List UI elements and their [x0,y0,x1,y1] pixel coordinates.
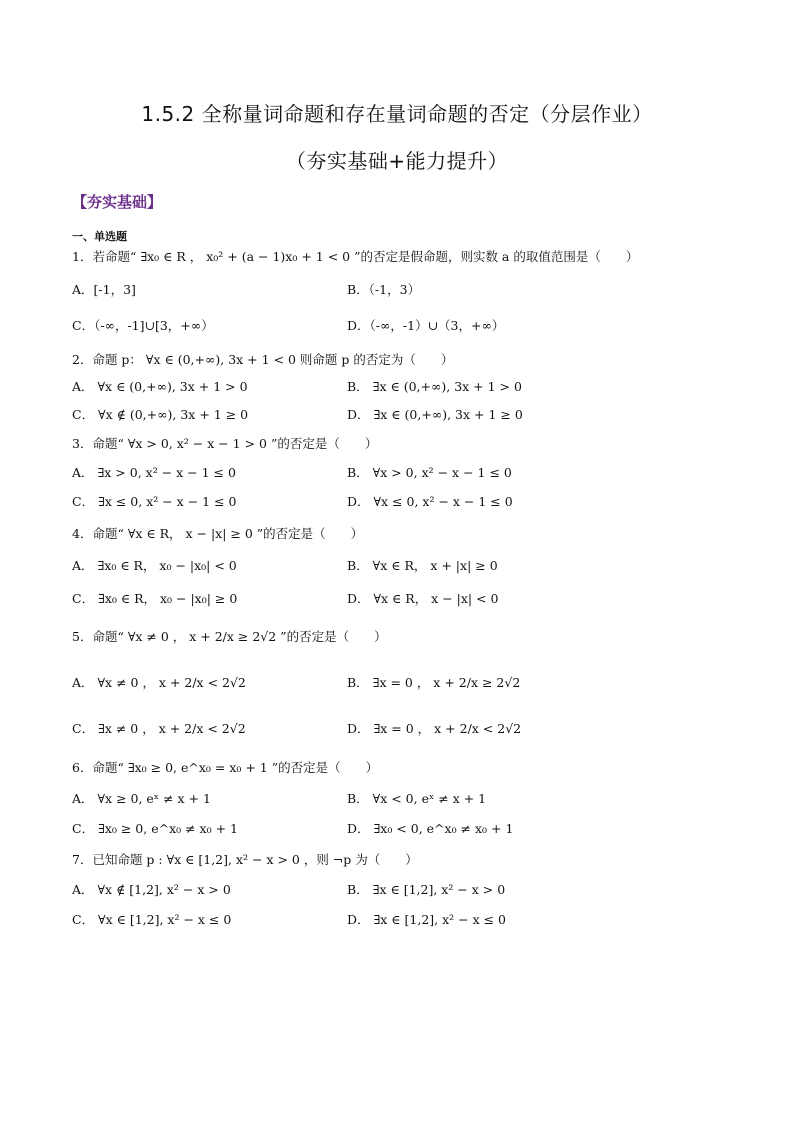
question-6-stem: 6．命题“ ∃x₀ ≥ 0, e^x₀ = x₀ + 1 ”的否定是（ ） [72,760,379,775]
question-7-option-a: A． ∀x ∉ [1,2], x² − x > 0 [72,882,231,897]
question-6-option-d: D． ∃x₀ < 0, e^x₀ ≠ x₀ + 1 [347,821,514,836]
question-1-option-d: D．（-∞，-1）∪（3，+∞） [347,318,505,333]
section-tag: 【夯实基础】 [72,193,163,211]
question-4-option-a: A． ∃x₀ ∈ R， x₀ − |x₀| < 0 [72,558,237,573]
question-7-option-d: D． ∃x ∈ [1,2], x² − x ≤ 0 [347,912,507,927]
question-1-option-c: C．（-∞，-1]∪[3，+∞） [72,318,214,333]
question-1-option-b: B．（-1，3） [347,282,421,297]
question-5-option-a: A． ∀x ≠ 0 ， x + 2/x < 2√2 [72,675,246,690]
question-6-option-b: B． ∀x < 0, eˣ ≠ x + 1 [347,791,487,806]
question-2-option-b: B． ∃x ∈ (0,+∞), 3x + 1 > 0 [347,379,522,394]
question-2-stem: 2．命题 p： ∀x ∈ (0,+∞), 3x + 1 < 0 则命题 p 的否定为（ ） [72,352,454,367]
question-5-stem: 5．命题“ ∀x ≠ 0 ， x + 2/x ≥ 2√2 ”的否定是（ ） [72,629,387,644]
question-2-option-d: D． ∃x ∈ (0,+∞), 3x + 1 ≥ 0 [347,407,523,422]
question-7-stem: 7．已知命题 p : ∀x ∈ [1,2], x² − x > 0 ，则 ¬p 为（ ） [72,852,418,867]
question-2-option-c: C． ∀x ∉ (0,+∞), 3x + 1 ≥ 0 [72,407,249,422]
question-2-option-a: A． ∀x ∈ (0,+∞), 3x + 1 > 0 [72,379,248,394]
question-6-option-a: A． ∀x ≥ 0, eˣ ≠ x + 1 [72,791,211,806]
question-7-option-b: B． ∃x ∈ [1,2], x² − x > 0 [347,882,506,897]
question-5-option-d: D． ∃x = 0 ， x + 2/x < 2√2 [347,721,522,736]
question-4-option-c: C． ∃x₀ ∈ R， x₀ − |x₀| ≥ 0 [72,591,238,606]
question-3-option-a: A． ∃x > 0, x² − x − 1 ≤ 0 [72,465,236,480]
question-4-stem: 4．命题“ ∀x ∈ R， x − |x| ≥ 0 ”的否定是（ ） [72,526,364,541]
question-5-option-b: B． ∃x = 0 ， x + 2/x ≥ 2√2 [347,675,521,690]
question-3-option-d: D． ∀x ≤ 0, x² − x − 1 ≤ 0 [347,494,513,509]
page-title: 1.5.2 全称量词命题和存在量词命题的否定（分层作业） [141,102,653,126]
question-4-option-b: B． ∀x ∈ R， x + |x| ≥ 0 [347,558,498,573]
section-heading: 一、单选题 [72,230,127,243]
question-3-option-b: B． ∀x > 0, x² − x − 1 ≤ 0 [347,465,512,480]
question-3-option-c: C． ∃x ≤ 0, x² − x − 1 ≤ 0 [72,494,237,509]
question-5-option-c: C． ∃x ≠ 0 ， x + 2/x < 2√2 [72,721,246,736]
question-6-option-c: C． ∃x₀ ≥ 0, e^x₀ ≠ x₀ + 1 [72,821,238,836]
question-1-option-a: A．[-1，3] [72,282,136,297]
question-3-stem: 3．命题“ ∀x > 0, x² − x − 1 > 0 ”的否定是（ ） [72,436,378,451]
question-1-stem: 1．若命题“ ∃x₀ ∈ R ， x₀² + (a − 1)x₀ + 1 < 0 ”的否定是假命题，则实数 a 的取值范围是（ ） [72,249,639,264]
page-subtitle: （夯实基础+能力提升） [285,149,509,173]
question-4-option-d: D． ∀x ∈ R， x − |x| < 0 [347,591,499,606]
question-7-option-c: C． ∀x ∈ [1,2], x² − x ≤ 0 [72,912,232,927]
